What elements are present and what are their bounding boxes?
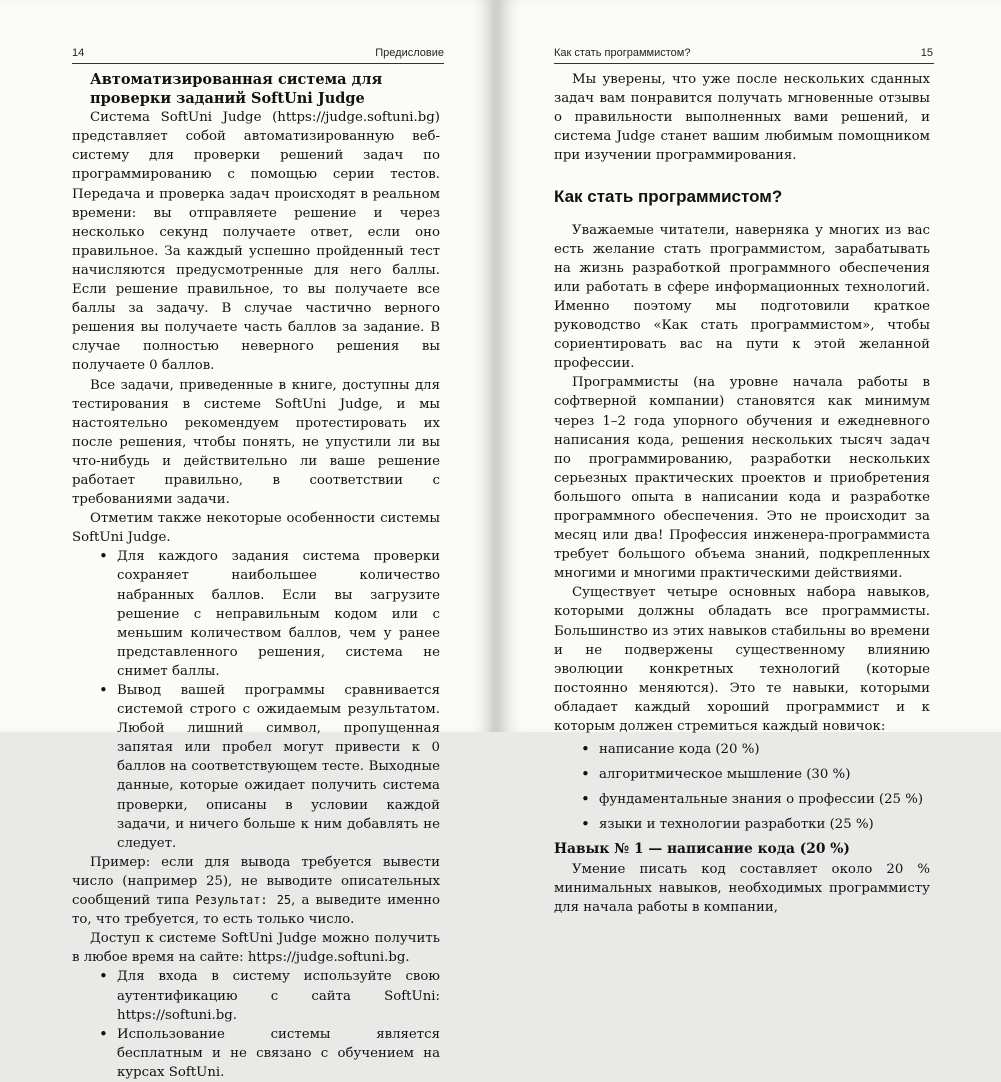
code-snippet: Результат: 25 bbox=[195, 893, 292, 908]
list-item: • Для каждого задания система проверки сохраняет наибольшее количество набранных баллов. Если вы загрузите решение с неправильным кодом или с меньшим количеством баллов, чем у ранее представленного решения, система не снимет баллы. bbox=[72, 547, 440, 681]
running-head: Как стать программистом? bbox=[554, 47, 691, 59]
header-rule bbox=[72, 63, 444, 64]
page-number: 14 bbox=[72, 47, 85, 59]
list-item: • Для входа в систему используйте свою аутентификацию с сайта SoftUni: https://softuni.bg. bbox=[72, 967, 440, 1024]
list-item: • фундаментальные знания о профессии (25 %) bbox=[554, 790, 930, 809]
paragraph: Система SoftUni Judge (https://judge.softuni.bg) представляет собой автоматизированную веб-систему для проверки решений задач по программированию с помощью серии тестов. Передача и проверка задач происходят в реальном времени: вы отправляете решение и через несколько секунд получаете ответ, если оно правильное. За каждый успешно пройденный тест начисляются предусмотренные для него баллы. Если решение правильное, то вы получаете все баллы за задачу. В случае частично верного решения вы получаете часть баллов за задание. В случае полностью неверного решения вы получаете 0 баллов. bbox=[72, 110, 440, 374]
features-list bbox=[72, 547, 440, 853]
paragraph: Существует четыре основных набора навыков, которыми должны обладать все программисты. Большинство из этих навыков стабильны во времени и не подвержены существенному влиянию эволюции конкретных технологий (которые постоянно меняются). Это те навыки, которыми обладает каждый хороший программист и к которым должен стремиться каждый новичок: bbox=[554, 585, 930, 734]
skills-list bbox=[554, 740, 930, 834]
list-item: • Использование системы является бесплатным и не связано с обучением на курсах SoftUni. bbox=[72, 1025, 440, 1082]
paragraph: Программисты (на уровне начала работы в софтверной компании) становятся как минимум через 1–2 года упорного обучения и ежедневного написания кода, решения нескольких тысяч задач по программированию, разработки нескольких серьезных практических проектов и приобретения большого опыта в написании кода и разработке программного обеспечения. Это не происходит за месяц или два! Профессия инженера-программиста требует большого объема знаний, подкрепленных многими и многими практическими действиями. bbox=[554, 375, 930, 582]
page-number: 15 bbox=[920, 47, 933, 59]
header-rule bbox=[554, 63, 934, 64]
left-page-content bbox=[72, 70, 440, 1082]
subsection-heading: Навык № 1 — написание кода (20 %) bbox=[554, 841, 850, 858]
list-item: • написание кода (20 %) bbox=[554, 740, 930, 759]
right-page-content bbox=[554, 70, 930, 917]
running-head: Предисловие bbox=[375, 47, 444, 59]
paragraph: Мы уверены, что уже после нескольких сданных задач вам понравится получать мгновенные отзывы о правильности выполненных вами решений, и система Judge станет вашим любимым помощником при изучении программирования. bbox=[554, 72, 930, 164]
example-text: , а выведите именно то, что требуется, то есть только число. bbox=[72, 893, 441, 928]
access-list bbox=[72, 967, 440, 1082]
list-item: • Вывод вашей программы сравнивается системой строго с ожидаемым результатом. Любой лишний символ, пропущенная запятая или пробел могут привести к 0 баллов на соответствующем тесте. Выходные данные, которые ожидает получить система проверки, описаны в условии каждой задачи, и ничего больше к ним добавлять не следует. bbox=[72, 681, 440, 853]
section-heading: Как стать программистом? bbox=[554, 187, 783, 207]
list-item: • языки и технологии разработки (25 %) bbox=[554, 815, 930, 834]
paragraph: Все задачи, приведенные в книге, доступны для тестирования в системе SoftUni Judge, и мы настоятельно рекомендуем протестировать их после решения, чтобы понять, не упустили ли вы что-нибудь и действительно ли ваше решение работает правильно, в соответствии с требованиями задачи. bbox=[72, 377, 440, 508]
example-text: Пример: если для вывода требуется вывести число (например 25), не выводите описательных сообщений типа bbox=[72, 854, 440, 909]
paragraph: Умение писать код составляет около 20 % минимальных навыков, необходимых программисту для начала работы в компании, bbox=[554, 861, 930, 915]
paragraph-example bbox=[72, 853, 440, 929]
right-page bbox=[498, 0, 1001, 915]
list-item: • алгоритмическое мышление (30 %) bbox=[554, 765, 930, 784]
paragraph: Уважаемые читатели, наверняка у многих из вас есть желание стать программистом, зарабатывать на жизнь разработкой программного обеспечения или работать в сфере информационных технологий. Именно поэтому мы подготовили краткое руководство «Как стать программистом», чтобы сориентировать вас на пути к этой желанной профессии. bbox=[554, 222, 930, 372]
paragraph: Доступ к системе SoftUni Judge можно получить в любое время на сайте: https://judge.softuni.bg. bbox=[72, 931, 440, 966]
left-page bbox=[0, 0, 496, 1080]
paragraph: Отметим также некоторые особенности системы SoftUni Judge. bbox=[72, 511, 440, 546]
section-heading: Автоматизированная система для проверки заданий SoftUni Judge bbox=[90, 71, 383, 108]
